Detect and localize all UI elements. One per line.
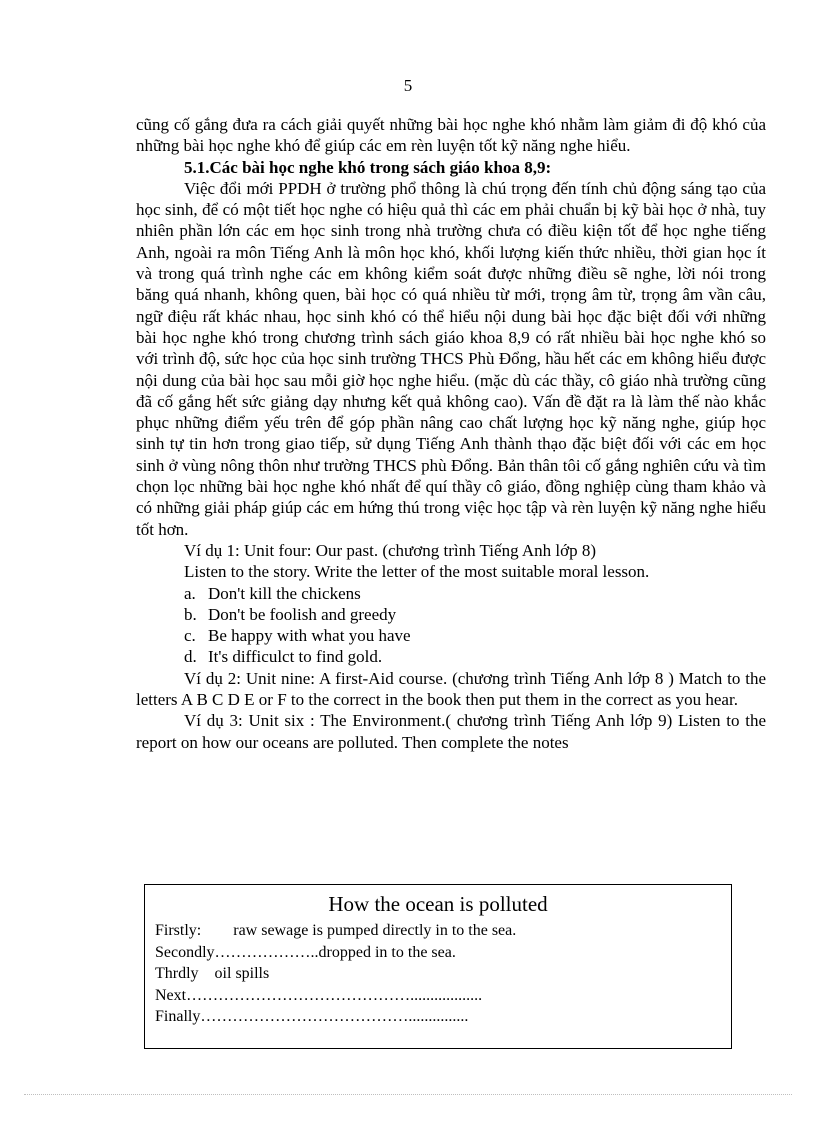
paragraph-intro: cũng cố gắng đưa ra cách giải quyết những bài học nghe khó nhằm làm giảm đi độ khó của những bài học nghe khó để giúp các em rèn luyện tốt kỹ năng nghe hiểu. [136, 115, 766, 156]
option-text: It's difficulct to find gold. [208, 647, 383, 667]
example-2: Ví dụ 2: Unit nine: A first-Aid course. (chương trình Tiếng Anh lớp 8 ) Match to the letters A B C D E or F to the correct in the book then put them in the correct as you hear. [136, 668, 766, 710]
example-1-title: Ví dụ 1: Unit four: Our past. (chương trình Tiếng Anh lớp 8) [184, 540, 597, 560]
example-3: Ví dụ 3: Unit six : The Environment.( chương trình Tiếng Anh lớp 9) Listen to the report on how our oceans are polluted. Then complete the notes [136, 711, 766, 752]
section-heading: 5.1.Các bài học nghe khó trong sách giáo khoa 8,9: [184, 157, 552, 177]
notes-box-title: How the ocean is polluted [328, 892, 548, 916]
example-1-options [136, 583, 766, 668]
notes-line: Next…………………………………….................. [155, 986, 483, 1004]
notes-line: Thrdly oil spills [155, 965, 270, 982]
option-item [136, 625, 766, 646]
option-marker: b. [184, 604, 197, 624]
option-text: Be happy with what you have [208, 626, 411, 646]
example-1-instruction: Listen to the story. Write the letter of the most suitable moral lesson. [184, 562, 650, 582]
option-marker: d. [184, 647, 197, 667]
notes-line: Finally…………………………………............... [155, 1008, 469, 1025]
paragraph-main: Việc đổi mới PPDH ở trường phổ thông là chú trọng đến tính chủ động sáng tạo của học sinh, để có một tiết học nghe có hiệu quả thì các em phải chuẩn bị kỹ bài học ở nhà, tuy nhiên phần lớn các em học sinh trong nhà trường chưa có điều kiện tốt để học nghe tiếng Anh, ngoài ra môn Tiếng Anh là môn học khó, khối lượng kiến thức nhiều, thời gian học ít và trong quá trình nghe các em không kiểm soát được những điều sẽ nghe, lời nói trong băng quá nhanh, không quen, bài học có quá nhiều từ mới, trọng âm từ, trọng âm vần câu, ngữ điệu rất khác nhau, học sinh khó có thể hiểu nội dung bài học đặc biệt đối với những bài học nghe khó trong chương trình sách giáo khoa 8,9 có rất nhiều bài học nghe khó so với trình độ, sức học của học sinh trường THCS Phù Đổng, hầu hết các em không hiểu được nội dung của bài học sau mỗi giờ học nghe hiểu. (mặc dù các thầy, cô giáo nhà trường cũng đã cố gắng hết sức giảng dạy nhưng kết quả không cao). Vấn đề đặt ra là làm thế nào khắc phục những điểm yếu trên để góp phần nâng cao chất lượng học kỹ năng nghe, giúp học sinh tự tin hơn trong giao tiếp, sử dụng Tiếng Anh thành thạo đặc biệt đối với các em học sinh ở vùng nông thôn như trường THCS phù Đổng. Bản thân tôi cố gắng nghiên cứu và tìm chọn lọc những bài học nghe khó nhất để quí thầy cô giáo, đồng nghiệp cùng tham khảo và có những giải pháp giúp các em hứng thú trong việc học tập và rèn luyện kỹ năng nghe hiểu tốt hơn. [136, 178, 766, 539]
option-item [136, 604, 766, 625]
option-marker: a. [184, 583, 196, 603]
option-text: Don't kill the chickens [208, 583, 361, 603]
option-marker: c. [184, 626, 196, 646]
page-border-divider [24, 1094, 792, 1095]
page-number: 5 [403, 76, 413, 95]
option-text: Don't be foolish and greedy [208, 604, 397, 624]
body-text [136, 114, 766, 753]
notes-line: Firstly: raw sewage is pumped directly in to the sea. [155, 922, 517, 939]
option-item [136, 583, 766, 604]
notes-line: Secondly………………..dropped in to the sea. [155, 943, 456, 961]
notes-box [144, 884, 732, 1049]
option-item [136, 646, 766, 667]
